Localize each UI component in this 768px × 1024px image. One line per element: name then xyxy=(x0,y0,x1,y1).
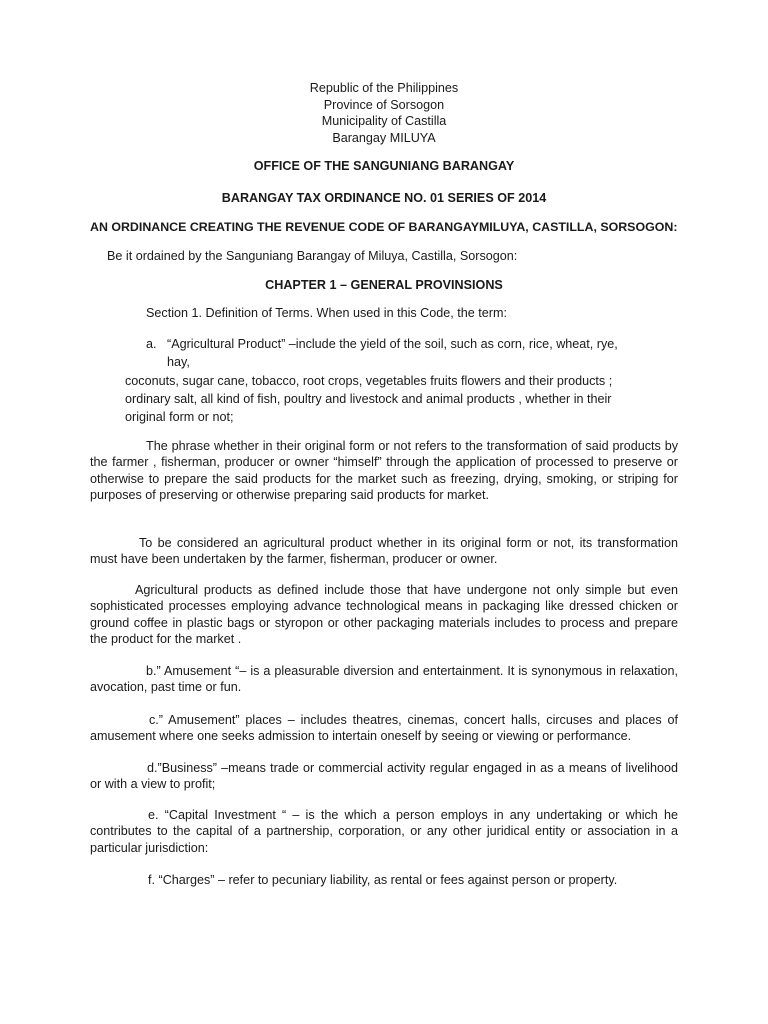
item-a-line-4: ordinary salt, all kind of fish, poultry and livestock and animal products , whether in their xyxy=(125,392,612,406)
item-a-line-2: hay, xyxy=(167,355,190,369)
section-1-heading: Section 1. Definition of Terms. When used in this Code, the term: xyxy=(146,306,507,320)
item-f-charges: f. “Charges” – refer to pecuniary liability, as rental or fees against person or property. xyxy=(148,873,618,887)
header-barangay: Barangay MILUYA xyxy=(332,130,436,145)
chapter-title: CHAPTER 1 – GENERAL PROVINSIONS xyxy=(265,278,503,292)
header-municipality: Municipality of Castilla xyxy=(321,114,447,129)
document-header xyxy=(0,80,768,146)
item-e-capital-investment: e. “Capital Investment “ – is the which a person employs in any undertaking or which he contributes to the capital of a partnership, corporation, or any other juridical entity or association in a particular jurisdiction: xyxy=(90,808,678,855)
header-republic: Republic of the Philippines xyxy=(309,81,459,95)
ordinance-subject: AN ORDINANCE CREATING THE REVENUE CODE OF BARANGAYMILUYA, CASTILLA, SORSOGON: xyxy=(90,220,678,234)
item-a-line-1: a. “Agricultural Product” –include the yield of the soil, such as corn, rice, wheat, rye, xyxy=(146,337,618,351)
item-a-line-5: original form or not; xyxy=(125,410,234,424)
paragraph-considered: To be considered an agricultural product whether in its original form or not, its transformation must have been undertaken by the farmer, fisherman, producer or owner. xyxy=(90,536,678,567)
ordinance-title: BARANGAY TAX ORDINANCE NO. 01 SERIES OF 2014 xyxy=(221,191,547,205)
item-b-amusement: b.” Amusement “– is a pleasurable diversion and entertainment. It is synonymous in relaxation, avocation, past time or fun. xyxy=(90,664,678,695)
item-c-amusement-places: c.” Amusement” places – includes theatres, cinemas, concert halls, circuses and places of amusement where one seeks admission to intertain oneself by seeing or viewing or performance. xyxy=(90,713,678,744)
item-d-business: d.”Business” –means trade or commercial activity regular engaged in as a means of livelihood or with a view to profit; xyxy=(90,761,678,792)
paragraph-original-form: The phrase whether in their original form or not refers to the transformation of said products by the farmer , fisherman, producer or owner “himself” through the application of processed to preserve or otherwise to prepare the said products for the market such as freezing, drying, smoking, or striping for purposes of preserving or otherwise preparing said products for market. xyxy=(90,439,678,503)
header-province: Province of Sorsogon xyxy=(323,97,445,112)
item-a-line-3: coconuts, sugar cane, tobacco, root crops, vegetables fruits flowers and their products ; xyxy=(125,374,613,388)
paragraph-agricultural-products: Agricultural products as defined include those that have undergone not only simple but even sophisticated processes employing advance technological means in packaging like dressed chicken or ground coffee in plastic bags or styropon or other packaging materials includes to process and prepare the product for the market . xyxy=(90,583,678,647)
ordained-line: Be it ordained by the Sanguniang Barangay of Miluya, Castilla, Sorsogon: xyxy=(107,249,518,263)
office-title: OFFICE OF THE SANGUNIANG BARANGAY xyxy=(253,159,515,173)
